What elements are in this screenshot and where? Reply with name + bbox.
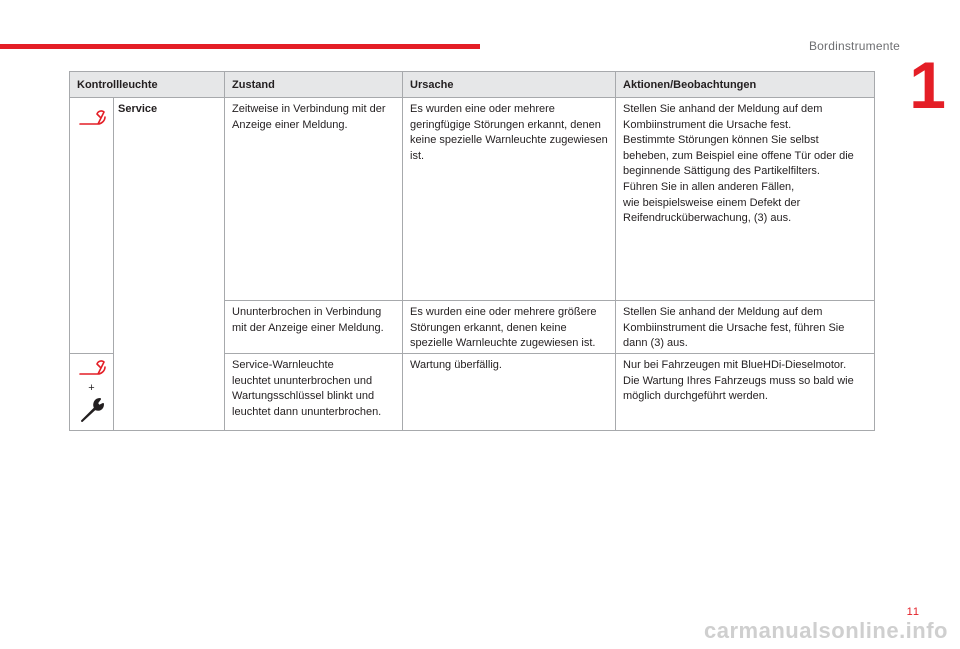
page-number: 11 [906,606,920,618]
column-header-warning-light: Kontrollleuchte [70,72,225,98]
column-header-actions: Aktionen/Beobachtungen [616,72,875,98]
warning-lights-table [69,71,875,431]
table-header-row [70,72,875,98]
state-text: Service-Warnleuchte leuchtet ununterbrochen und Wartungsschlüssel blinkt und leuchtet dann ununterbrochen. [232,359,382,418]
cause-cell [403,301,616,354]
service-wrench-icon [78,108,113,132]
icon-cell [70,98,114,354]
state-text: Zeitweise in Verbindung mit der Anzeige einer Meldung. [232,103,386,131]
action-cell [616,301,875,354]
state-text: Ununterbrochen in Verbindung mit der Anzeige einer Meldung. [232,306,384,334]
section-accent-bar [0,44,480,49]
service-label: Service [118,103,158,115]
cause-text: Wartung überfällig. [410,359,502,371]
wrench-key-icon [78,396,113,430]
cause-text: Es wurden eine oder mehrere geringfügige Störungen erkannt, denen keine spezielle Warnleuchte zugewiesen ist. [410,103,608,162]
state-cell [225,98,403,301]
plus-sign: + [88,381,95,394]
cause-cell [403,98,616,301]
action-cell [616,354,875,431]
action-text: Stellen Sie anhand der Meldung auf dem Kombiinstrument die Ursache fest, führen Sie dann (3) aus. [623,306,845,350]
cause-text: Es wurden eine oder mehrere größere Störungen erkannt, denen keine spezielle Warnleuchte zugewiesen ist. [410,306,597,350]
column-header-state: Zustand [225,72,403,98]
service-wrench-icon [78,358,113,382]
action-text: Nur bei Fahrzeugen mit BlueHDi-Dieselmotor. Die Wartung Ihres Fahrzeugs muss so bald wie möglich durchgeführt werden. [623,359,854,403]
chapter-number: 1 [909,48,946,122]
watermark: carmanualsonline.info [704,618,948,643]
table-row [70,98,875,301]
action-text: Stellen Sie anhand der Meldung auf dem Kombiinstrument die Ursache fest. Bestimmte Störungen können Sie selbst beheben, zum Beispiel eine offene Tür oder die beginnende Sättigung des Partikelfilters. Führen Sie in allen anderen Fällen, wie beispielsweise einem Defekt der Reifendrucküberwachung, (3) aus. [623,103,854,225]
state-cell [225,301,403,354]
cause-cell [403,354,616,431]
column-header-cause: Ursache [403,72,616,98]
section-title: Bordinstrumente [808,39,900,53]
service-name-cell [114,98,225,431]
icon-cell [70,354,114,431]
action-cell [616,98,875,301]
state-cell [225,354,403,431]
